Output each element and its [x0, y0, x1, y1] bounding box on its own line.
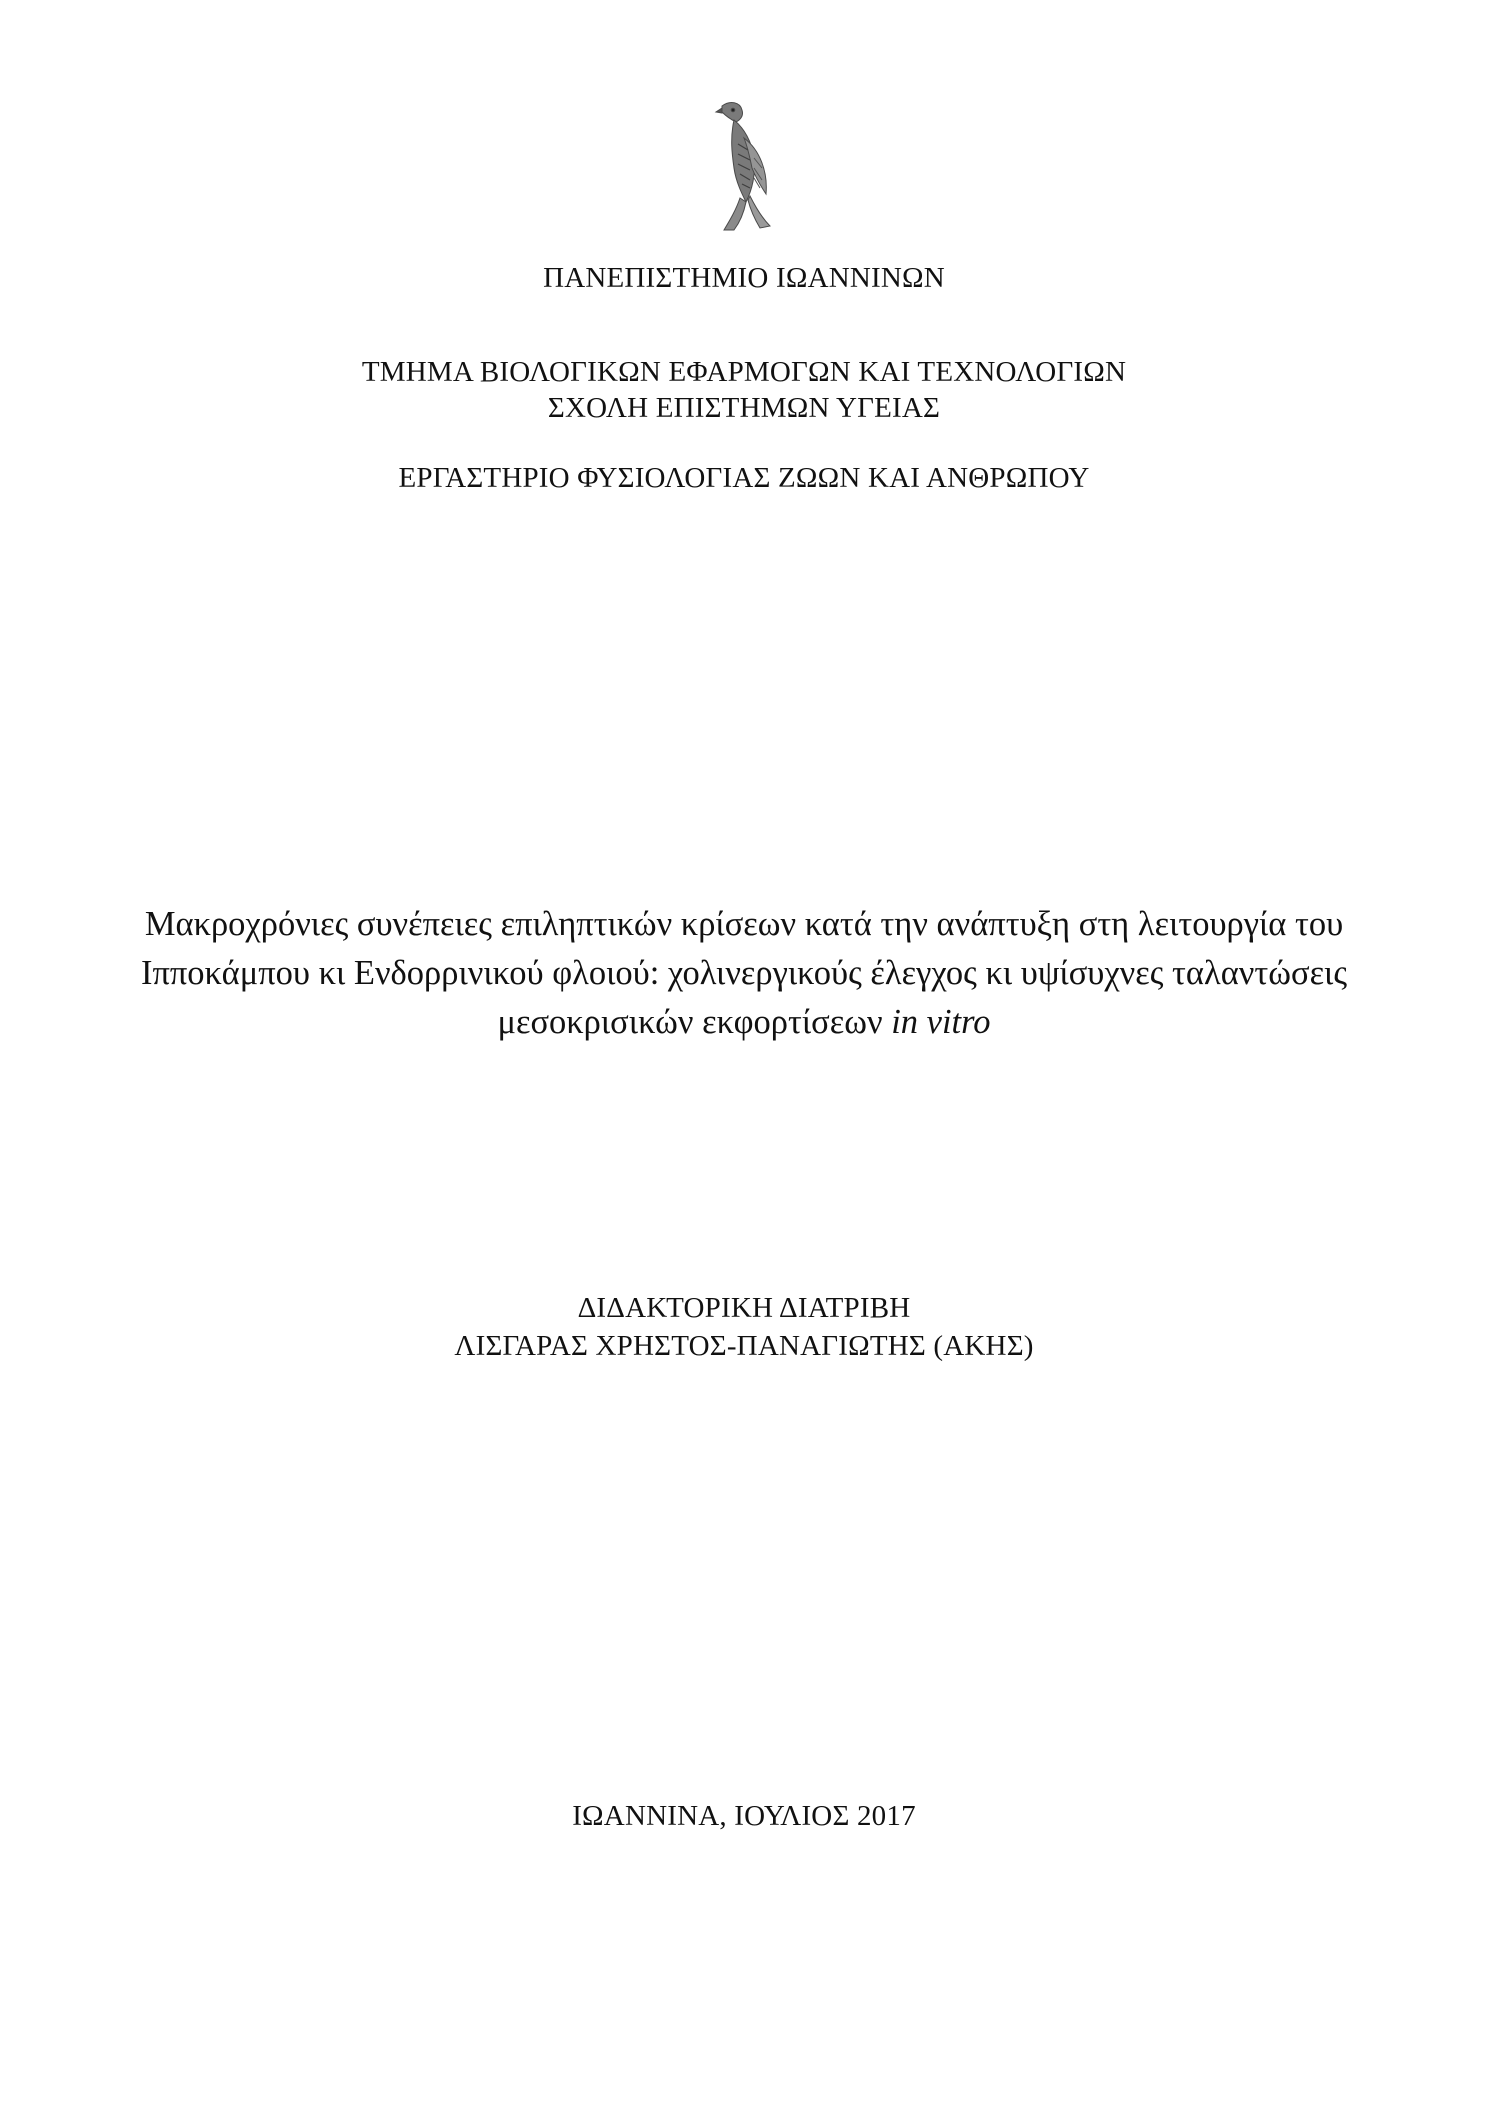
university-name: ΠΑΝΕΠΙΣΤΗΜΙΟ ΙΩΑΝΝΙΝΩΝ [543, 262, 945, 294]
thesis-title-line-3-plain: μεσοκρισικών εκφορτίσεων [497, 1003, 892, 1041]
place-and-date: ΙΩΑΝΝΙΝΑ, ΙΟΥΛΙΟΣ 2017 [572, 1800, 916, 1832]
author-name: ΛΙΣΓΑΡΑΣ ΧΡΗΣΤΟΣ-ΠΑΝΑΓΙΩΤΗΣ (ΑΚΗΣ) [454, 1330, 1034, 1362]
thesis-title-line-3 [0, 998, 1488, 1047]
thesis-title-line-2: Ιπποκάμπου κι Ενδορρινικού φλοιού: χολινεργικούς έλεγχος κι υψίσυχνες ταλαντώσεις [140, 954, 1348, 992]
laboratory-name: ΕΡΓΑΣΤΗΡΙΟ ΦΥΣΙΟΛΟΓΙΑΣ ΖΩΩΝ ΚΑΙ ΑΝΘΡΩΠΟΥ [398, 462, 1090, 494]
department-name: ΤΜΗΜΑ ΒΙΟΛΟΓΙΚΩΝ ΕΦΑΡΜΟΓΩΝ ΚΑΙ ΤΕΧΝΟΛΟΓΙΩΝ [361, 356, 1127, 388]
school-name: ΣΧΟΛΗ ΕΠΙΣΤΗΜΩΝ ΥΓΕΙΑΣ [547, 392, 941, 424]
thesis-title-in-vitro: in vitro [891, 1003, 991, 1041]
document-type: ΔΙΔΑΚΤΟΡΙΚΗ ΔΙΑΤΡΙΒΗ [577, 1292, 911, 1324]
university-emblem-icon [700, 98, 790, 238]
thesis-title-line-1: Μακροχρόνιες συνέπειες επιληπτικών κρίσεων κατά την ανάπτυξη στη λειτουργία του [144, 905, 1344, 943]
